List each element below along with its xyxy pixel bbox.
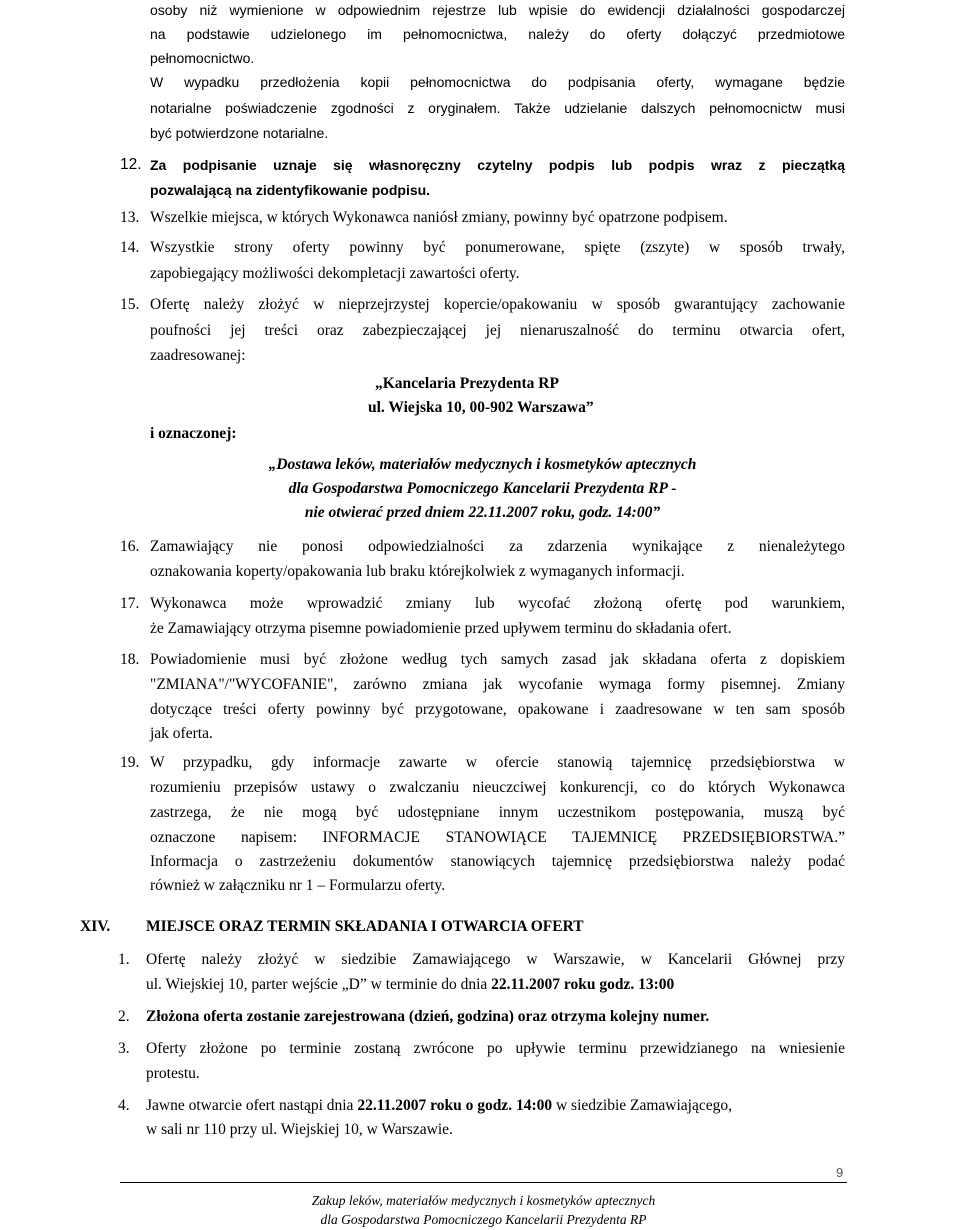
section-item-3-line: protestu.: [146, 1065, 200, 1082]
section-item-1-line: Ofertę należy złożyć w siedzibie Zamawiającego w Warszawie, w Kancelarii Głównej przy: [146, 951, 845, 968]
text-line: osoby niż wymienione w odpowiednim rejestrze lub wpisie do ewidencji działalności gospodarczej: [150, 2, 845, 18]
section-number: XIV.: [80, 918, 111, 935]
section-title: MIEJSCE ORAZ TERMIN SKŁADANIA I OTWARCIA OFERT: [146, 918, 584, 935]
item-number: 19.: [120, 754, 140, 771]
item-14-line: Wszystkie strony oferty powinny być ponumerowane, spięte (zszyte) w sposób trwały,: [150, 239, 845, 256]
item-number: 12.: [120, 156, 142, 173]
item-number: 2.: [118, 1008, 130, 1025]
item-14-line: zapobiegający możliwości dekompletacji zawartości oferty.: [150, 265, 520, 282]
item-13-line: Wszelkie miejsca, w których Wykonawca naniósł zmiany, powinny być opatrzone podpisem.: [150, 209, 728, 226]
item-number: 13.: [120, 209, 140, 226]
envelope-label-line: „Dostawa leków, materiałów medycznych i kosmetyków aptecznych: [268, 456, 697, 473]
item-19-line: również w załączniku nr 1 – Formularzu oferty.: [150, 877, 446, 894]
envelope-label-line: dla Gospodarstwa Pomocniczego Kancelarii Prezydenta RP -: [288, 480, 677, 497]
item-19-line: W przypadku, gdy informacje zawarte w ofercie stanowią tajemnicę przedsiębiorstwa w: [150, 754, 845, 771]
section-item-2-line: Złożona oferta zostanie zarejestrowana (dzień, godzina) oraz otrzyma kolejny numer.: [146, 1008, 710, 1025]
item-12-line: Za podpisanie uznaje się własnoręczny czytelny podpis lub podpis wraz z pieczątką: [150, 157, 845, 173]
text-run: w siedzibie Zamawiającego,: [552, 1097, 733, 1114]
item-12-line: pozwalającą na zidentyfikowanie podpisu.: [150, 182, 431, 198]
section-item-1-line: [146, 975, 674, 995]
item-number: 14.: [120, 239, 140, 256]
text-line: na podstawie udzielonego im pełnomocnictwa, należy do oferty dołączyć przedmiotowe: [150, 26, 845, 42]
footer-line: Zakup leków, materiałów medycznych i kosmetyków aptecznych: [311, 1193, 656, 1208]
envelope-label-line: nie otwierać przed dniem 22.11.2007 roku, godz. 14:00”: [304, 504, 661, 521]
text-line: W wypadku przedłożenia kopii pełnomocnictwa do podpisania oferty, wymagane będzie: [150, 74, 845, 90]
item-16-line: oznakowania koperty/opakowania lub braku którejkolwiek z wymaganych informacji.: [150, 563, 685, 580]
item-number: 4.: [118, 1097, 130, 1114]
text-run: Jawne otwarcie ofert nastąpi dnia: [146, 1097, 358, 1114]
item-19-line: Informacja o zastrzeżeniu dokumentów stanowiących tajemnicę przedsiębiorstwa należy podać: [150, 853, 845, 870]
item-19-line: zastrzega, że nie mogą być udostępniane innym uczestnikom postępowania, muszą być: [150, 804, 845, 821]
section-item-4-line: w sali nr 110 przy ul. Wiejskiej 10, w Warszawie.: [146, 1121, 453, 1138]
item-number: 18.: [120, 651, 140, 668]
item-15-line: zaadresowanej:: [150, 347, 246, 364]
address-line: „Kancelaria Prezydenta RP: [375, 375, 559, 392]
item-18-line: Powiadomienie musi być złożone według tych samych zasad jak składana oferta z dopiskiem: [150, 651, 845, 668]
section-item-4-line: [146, 1096, 732, 1116]
item-16-line: Zamawiający nie ponosi odpowiedzialności za zdarzenia wynikające z nienależytego: [150, 538, 845, 555]
item-18-line: "ZMIANA"/"WYCOFANIE", zarówno zmiana jak wycofanie wymaga formy pisemnej. Zmiany: [150, 676, 845, 693]
item-17-line: że Zamawiający otrzyma pisemne powiadomienie przed upływem terminu do składania ofert.: [150, 620, 732, 637]
address-line: ul. Wiejska 10, 00-902 Warszawa”: [368, 399, 594, 416]
item-17-line: Wykonawca może wprowadzić zmiany lub wycofać złożoną ofertę pod warunkiem,: [150, 595, 845, 612]
item-number: 1.: [118, 951, 130, 968]
text-line: być potwierdzone notarialne.: [150, 125, 329, 141]
item-19-line: oznaczone napisem: INFORMACJE STANOWIĄCE TAJEMNICĘ PRZEDSIĘBIORSTWA.”: [150, 829, 845, 846]
opening-date-text: 22.11.2007 roku o godz. 14:00: [357, 1097, 553, 1114]
text-line: notarialne poświadczenie zgodności z oryginałem. Także udzielanie dalszych pełnomocnictw musi: [150, 100, 845, 116]
marked-label: i oznaczonej:: [150, 425, 237, 442]
item-number: 17.: [120, 595, 140, 612]
footer-divider: [120, 1182, 847, 1183]
section-item-3-line: Oferty złożone po terminie zostaną zwrócone po upływie terminu przewidzianego na wniesienie: [146, 1040, 845, 1057]
item-number: 15.: [120, 296, 140, 313]
footer-line: dla Gospodarstwa Pomocniczego Kancelarii Prezydenta RP: [320, 1212, 647, 1227]
item-18-line: dotyczące treści oferty powinny być przygotowane, opakowane i zaadresowane w ten sam sposób: [150, 701, 845, 718]
item-15-line: poufności jej treści oraz zabezpieczającej jej nienaruszalność do terminu otwarcia ofert,: [150, 322, 845, 339]
item-18-line: jak oferta.: [150, 725, 213, 742]
page-number: 9: [836, 1165, 844, 1180]
deadline-text: 22.11.2007 roku godz. 13:00: [491, 976, 675, 993]
item-19-line: rozumieniu przepisów ustawy o zwalczaniu nieuczciwej konkurencji, co do których Wykonawca: [150, 779, 845, 796]
text-run: ul. Wiejskiej 10, parter wejście „D” w terminie do dnia: [146, 976, 492, 993]
item-15-line: Ofertę należy złożyć w nieprzejrzystej kopercie/opakowaniu w sposób gwarantujący zachowanie: [150, 296, 845, 313]
text-line: pełnomocnictwo.: [150, 50, 255, 66]
item-number: 3.: [118, 1040, 130, 1057]
item-number: 16.: [120, 538, 140, 555]
